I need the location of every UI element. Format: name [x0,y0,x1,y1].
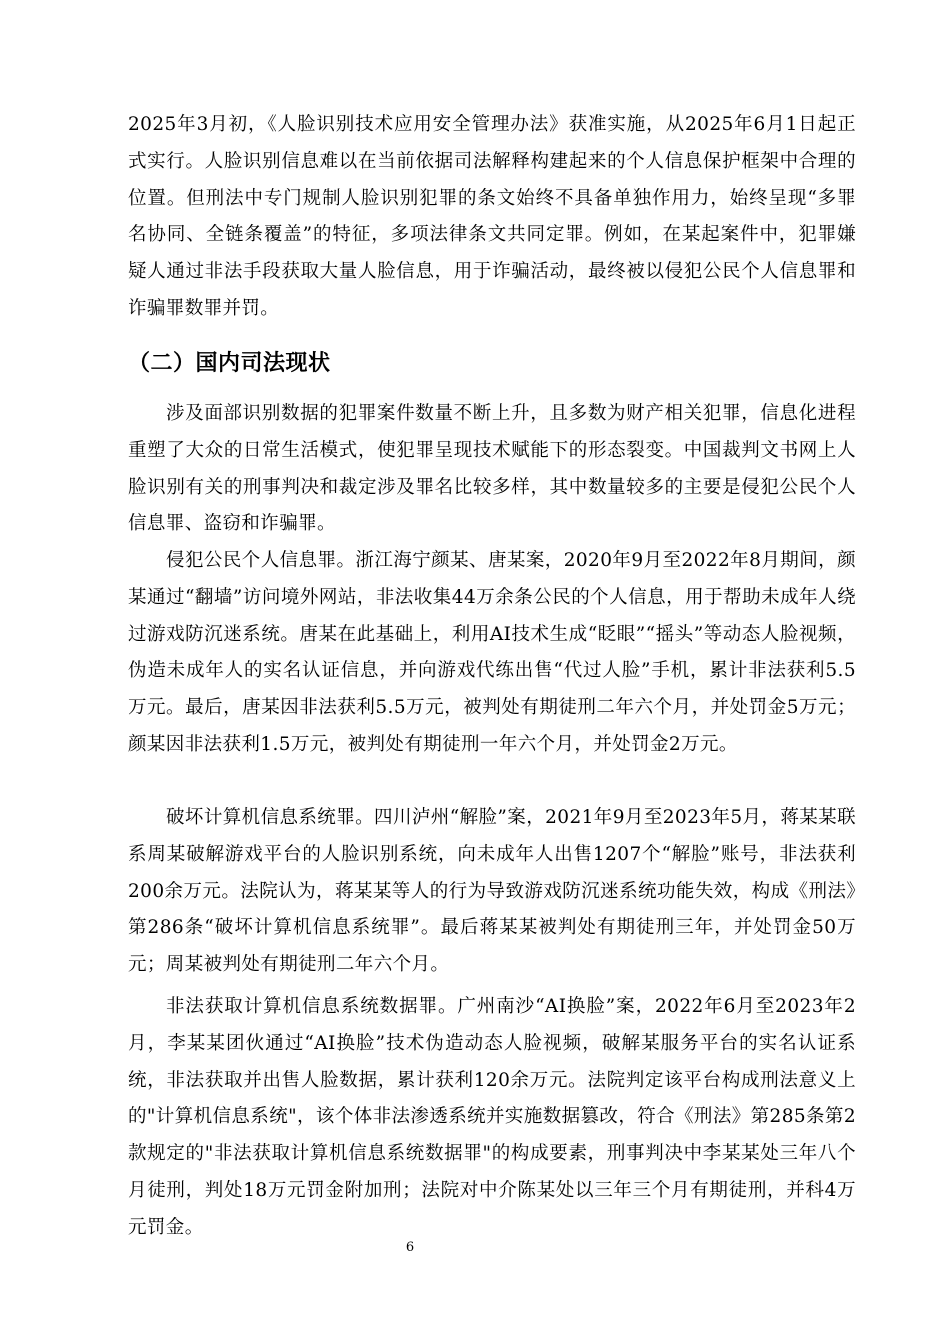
page-number: 6 [405,1240,415,1255]
section-heading: （二）国内司法现状 [128,351,331,376]
case-computer-system-paragraph: 破坏计算机信息系统罪。四川泸州“解脸”案，2021年9月至2023年5月，蒋某某联系周某破解游戏平台的人脸识别系统，向未成年人出售1207个“解脸”账号，非法获利200余万元。法院认为，蒋某某等人的行为导致游戏防沉迷系统功能失效，构成《刑法》第286条“破坏计算机信息系统罪”。最后蒋某某被判处有期徒刑三年，并处罚金50万元；周某被判处有期徒刑二年六个月。 [128,807,856,976]
intro-paragraph: 2025年3月初，《人脸识别技术应用安全管理办法》获准实施，从2025年6月1日起正式实行。人脸识别信息难以在当前依据司法解释构建起来的个人信息保护框架中合理的位置。但刑法中专门规制人脸识别犯罪的条文始终不具备单独作用力，始终呈现“多罪名协同、全链条覆盖”的特征，多项法律条文共同定罪。例如，在某起案件中，犯罪嫌疑人通过非法手段获取大量人脸信息，用于诈骗活动，最终被以侵犯公民个人信息罪和诈骗罪数罪并罚。 [128,114,856,319]
case-personal-info-paragraph: 侵犯公民个人信息罪。浙江海宁颜某、唐某案，2020年9月至2022年8月期间，颜某通过“翻墙”访问境外网站，非法收集44万余条公民的个人信息，用于帮助未成年人绕过游戏防沉迷系统。唐某在此基础上，利用AI技术生成“眨眼”“摇头”等动态人脸视频，伪造未成年人的实名认证信息，并向游戏代练出售“代过人脸”手机，累计非法获利5.5万元。最后，唐某因非法获利5.5万元，被判处有期徒刑二年六个月，并处罚金5万元；颜某因非法获利1.5万元，被判处有期徒刑一年六个月，并处罚金2万元。 [128,550,856,755]
case-data-acquisition-paragraph: 非法获取计算机信息系统数据罪。广州南沙“AI换脸”案，2022年6月至2023年2月，李某某团伙通过“AI换脸”技术伪造动态人脸视频，破解某服务平台的实名认证系统，非法获取并出售人脸数据，累计获利120余万元。法院判定该平台构成刑法意义上的"计算机信息系统"，该个体非法渗透系统并实施数据篡改，符合《刑法》第285条第2款规定的"非法获取计算机信息系统数据罪"的构成要素，刑事判决中李某某处三年八个月徒刑，判处18万元罚金附加刑；法院对中介陈某处以三年三个月有期徒刑，并科4万元罚金。 [128,996,857,1238]
overview-paragraph: 涉及面部识别数据的犯罪案件数量不断上升，且多数为财产相关犯罪，信息化进程重塑了大众的日常生活模式，使犯罪呈现技术赋能下的形态裂变。中国裁判文书网上人脸识别有关的刑事判决和裁定涉及罪名比较多样，其中数量较多的主要是侵犯公民个人信息罪、盗窃和诈骗罪。 [128,403,856,535]
